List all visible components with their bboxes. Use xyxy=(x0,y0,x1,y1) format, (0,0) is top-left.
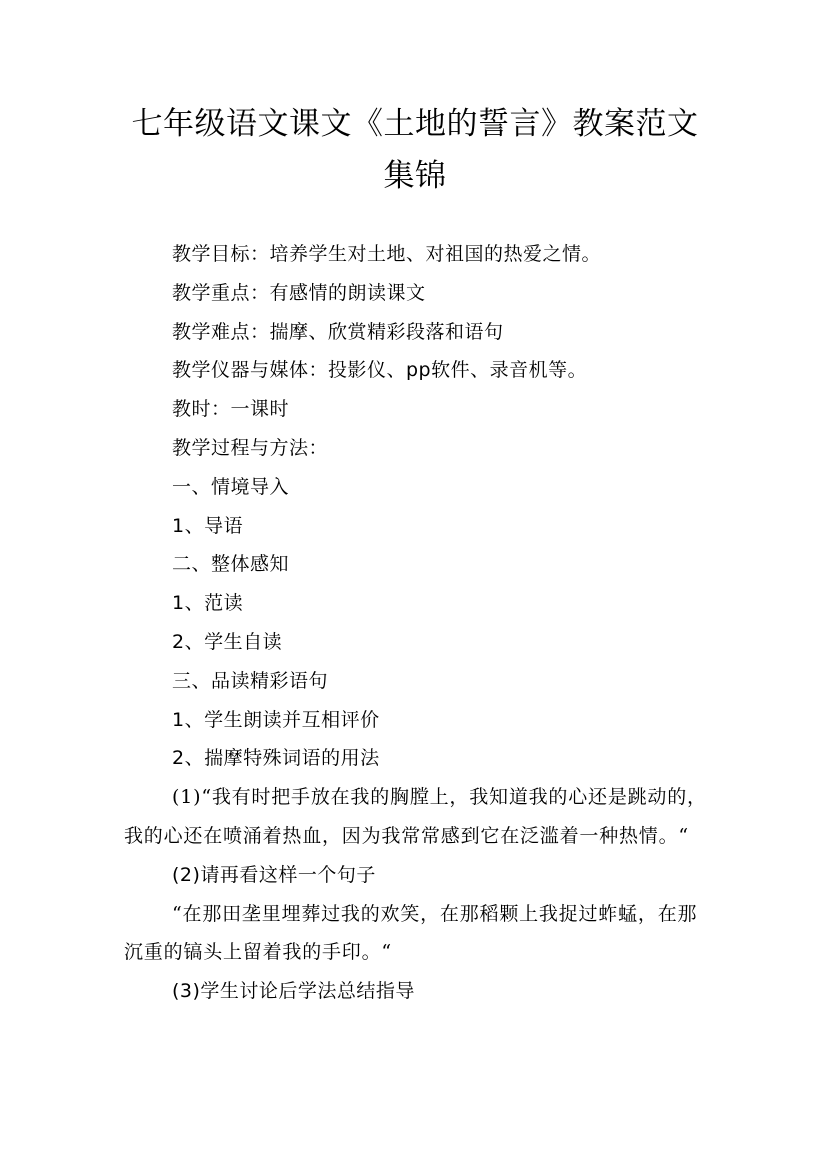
list-item-sub-2: (2)请再看这样一个句子 xyxy=(172,863,376,886)
teaching-focus-line: 教学重点：有感情的朗读课文 xyxy=(172,281,426,304)
quote-paragraph-1: (1)“我有时把手放在我的胸膛上，我知道我的心还是跳动的，我的心还在喷涌着热血，因为我常常感到它在泛滥着一种热情。“ xyxy=(124,786,707,847)
teaching-goal-line: 教学目标：培养学生对土地、对祖国的热爱之情。 xyxy=(172,243,602,265)
document-title: 七年级语文课文《土地的誓言》教案范文集锦 xyxy=(131,106,699,194)
list-item-overall-1: 1、范读 xyxy=(172,592,244,615)
list-item-intro-1: 1、导语 xyxy=(172,514,244,537)
teaching-difficulty-line: 教学难点：揣摩、欣赏精彩段落和语句 xyxy=(172,320,504,343)
document-body xyxy=(124,235,709,1011)
process-method-heading: 教学过程与方法： xyxy=(172,436,329,459)
list-item-reading-1: 1、学生朗读并互相评价 xyxy=(172,708,380,731)
list-item-overall-2: 2、学生自读 xyxy=(172,630,283,653)
section-heading-reading: 三、品读精彩语句 xyxy=(172,669,329,692)
lesson-time-line: 教时：一课时 xyxy=(172,398,290,421)
list-item-reading-2: 2、揣摩特殊词语的用法 xyxy=(172,747,380,770)
section-heading-overall: 二、整体感知 xyxy=(172,553,290,576)
list-item-sub-3: (3)学生讨论后学法总结指导 xyxy=(172,980,415,1003)
quote-paragraph-2: “在那田垄里埋葬过我的欢笑，在那稻颗上我捉过蚱蜢，在那沉重的镐头上留着我的手印。“ xyxy=(124,902,698,964)
section-heading-intro: 一、情境导入 xyxy=(172,475,290,498)
teaching-media-line: 教学仪器与媒体：投影仪、pp软件、录音机等。 xyxy=(172,359,588,382)
